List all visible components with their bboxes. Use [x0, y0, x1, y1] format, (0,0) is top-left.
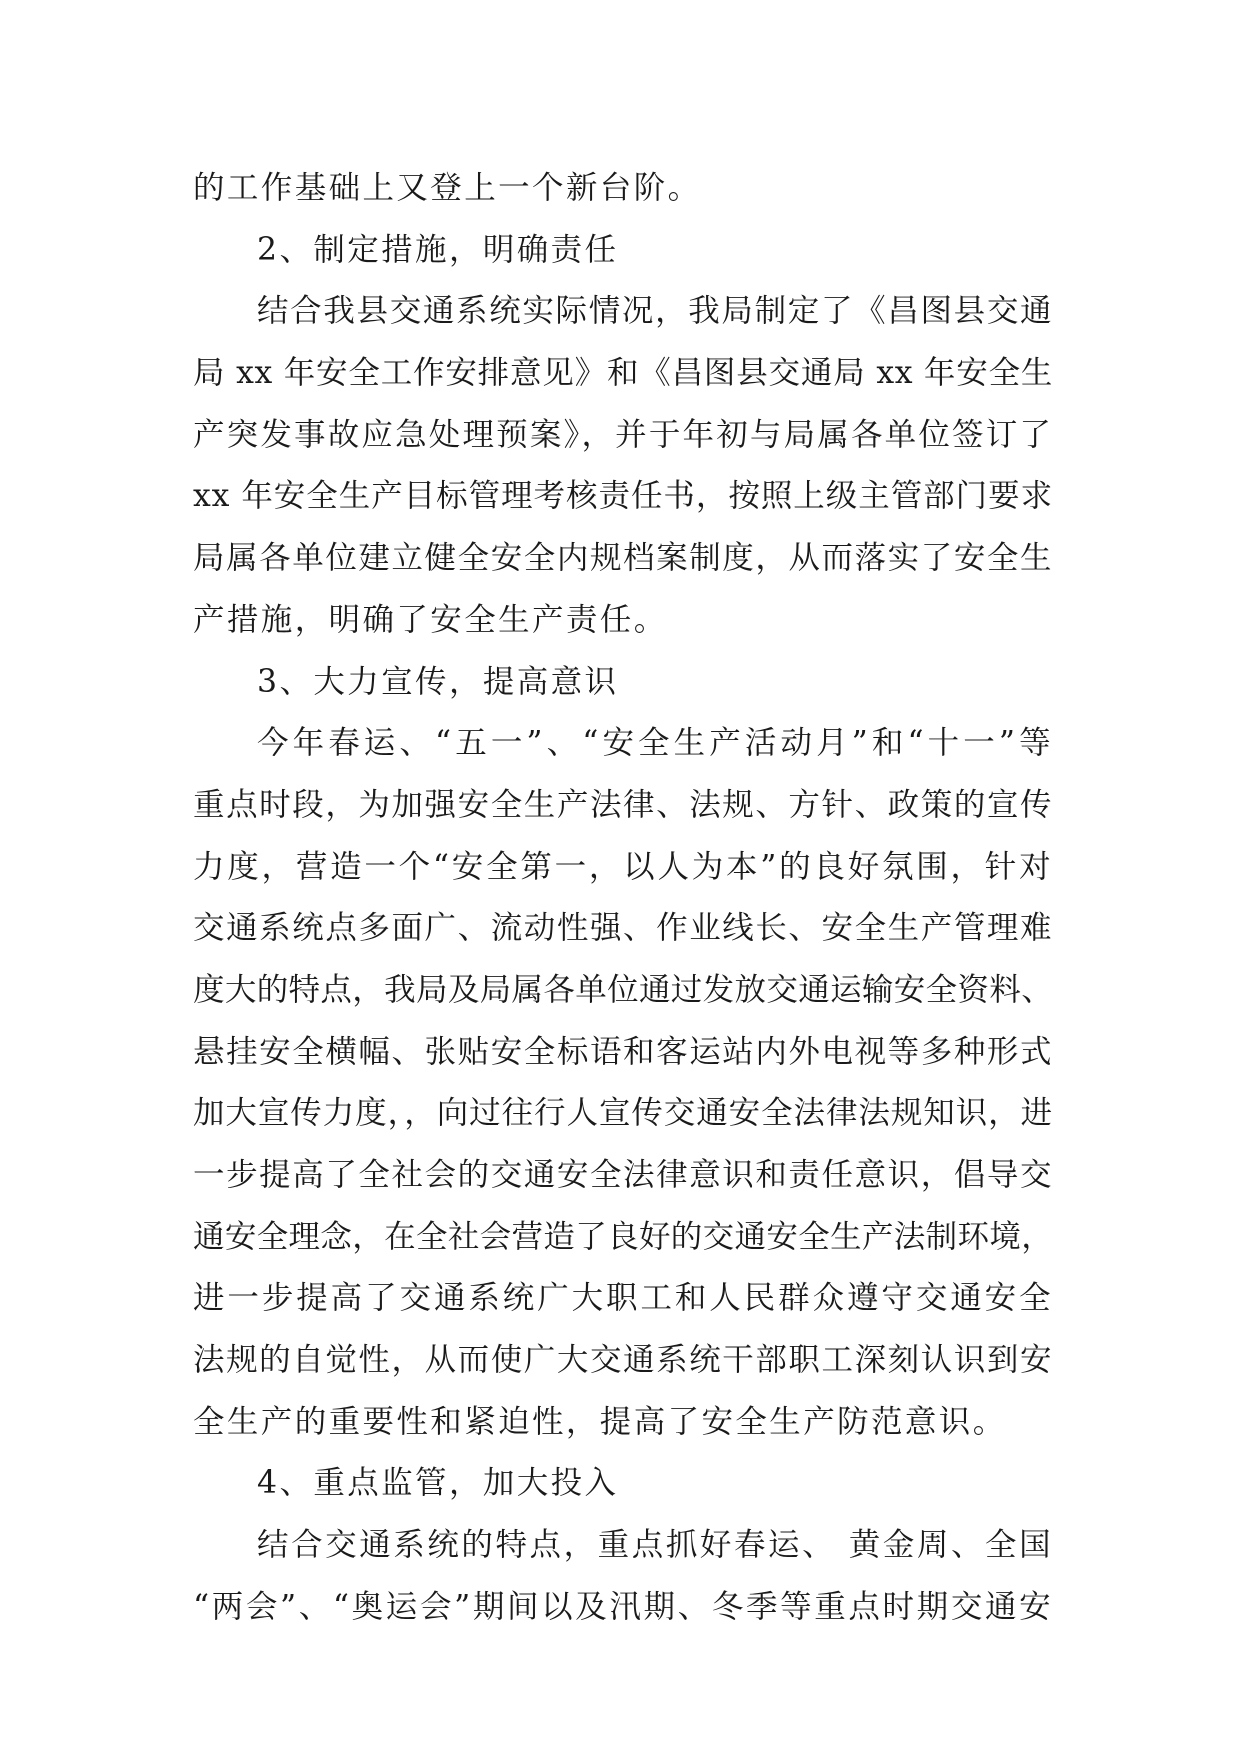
text-line: 度大的特点，我局及局属各单位通过发放交通运输安全资料、: [193, 971, 1053, 1008]
text-line: 悬挂安全横幅、张贴安全标语和客运站内外电视等多种形式: [193, 1033, 1053, 1070]
text-line: xx 年安全生产目标管理考核责任书，按照上级主管部门要求: [193, 478, 1053, 515]
text-line: 2、制定措施，明确责任: [257, 231, 619, 268]
body-text: [193, 158, 1053, 1639]
text-line: 3、大力宣传，提高意识: [257, 663, 619, 700]
text-line: 力度，营造一个“安全第一，以人为本”的良好氛围，针对: [193, 848, 1053, 885]
text-line: 今年春运、“五一”、“安全生产活动月”和“十一”等: [257, 725, 1053, 762]
text-line: 产措施，明确了安全生产责任。: [193, 601, 668, 638]
text-line: 产突发事故应急处理预案》，并于年初与局属各单位签订了: [193, 416, 1053, 453]
text-line: 重点时段，为加强安全生产法律、法规、方针、政策的宣传: [193, 786, 1053, 823]
text-line: 进一步提高了交通系统广大职工和人民群众遵守交通安全: [193, 1280, 1053, 1317]
text-line: 加大宣传力度，，向过往行人宣传交通安全法律法规知识，进: [193, 1095, 1053, 1132]
text-line: 局 xx 年安全工作安排意见》和《昌图县交通局 xx 年安全生: [193, 355, 1053, 392]
text-line: 的工作基础上又登上一个新台阶。: [193, 170, 702, 206]
text-line: 局属各单位建立健全安全内规档案制度，从而落实了安全生: [193, 540, 1053, 577]
text-line: 全生产的重要性和紧迫性，提高了安全生产防范意识。: [193, 1403, 1007, 1440]
text-line: 一步提高了全社会的交通安全法律意识和责任意识，倡导交: [193, 1157, 1053, 1193]
text-line: 结合我县交通系统实际情况，我局制定了《昌图县交通: [257, 293, 1053, 330]
text-line: 通安全理念，在全社会营造了良好的交通安全生产法制环境，: [193, 1218, 1053, 1255]
text-line: 结合交通系统的特点，重点抓好春运、 黄金周、全国: [257, 1527, 1053, 1564]
text-line: 4、重点监管，加大投入: [257, 1465, 619, 1502]
text-line: 交通系统点多面广、流动性强、作业线长、安全生产管理难: [193, 910, 1053, 947]
text-line: 法规的自觉性，从而使广大交通系统干部职工深刻认识到安: [193, 1342, 1053, 1379]
text-line: “两会”、“奥运会”期间以及汛期、冬季等重点时期交通安: [193, 1588, 1053, 1625]
